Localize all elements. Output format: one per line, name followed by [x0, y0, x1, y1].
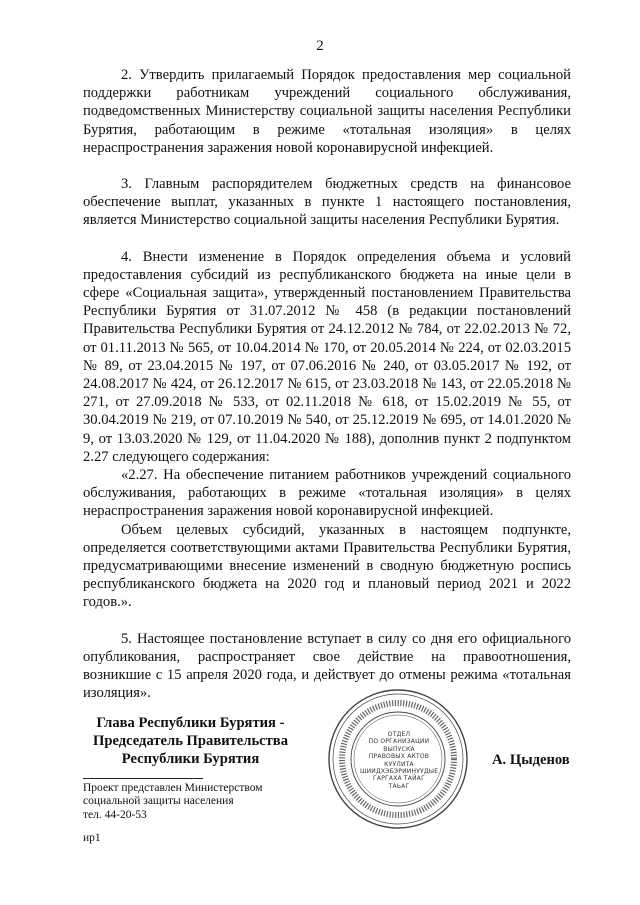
footnote-divider: [83, 778, 203, 779]
signer-title-line: Председатель Правительства: [92, 733, 288, 749]
paragraph-2: 2. Утвердить прилагаемый Порядок предоставления мер социальной поддержки работникам учреждений социального обслуживания, подведомственных Министерству социальной защиты населения Республики Бурятия, работающим в режиме «тотальная изоляция» в целях нераспространения заражения новой коронавирусной инфекцией.: [83, 67, 571, 156]
footnote: [83, 782, 263, 822]
seal-line: КУУЛИТА: [384, 760, 414, 768]
seal-line: ПО ОРГАНИЗАЦИИ: [368, 738, 430, 746]
seal-line: ГАРГАХА ТАЙАГ: [373, 775, 425, 783]
footnote-line: социальной защиты населения: [83, 795, 234, 808]
quote-paragraph-2-27: «2.27. На обеспечение питанием работников учреждений социального обслуживания, работающих в режиме «тотальная изоляция» в целях нераспространения заражения новой коронавирусной инфекцией.: [83, 467, 571, 520]
seal-inner-text: [360, 731, 438, 790]
footnote-line: Проект представлен Министерством: [83, 782, 263, 794]
signer-title: [83, 714, 298, 768]
page-number: 2: [316, 38, 324, 54]
paragraph-4: 4. Внести изменение в Порядок определения объема и условий предоставления субсидий из республиканского бюджета на иные цели в сфере «Социальная защита», утвержденный постановлением Правительства Республики Бурятия от 31.07.2012 № 458 (в редакции постановлений Правительства Республики Бурятия от 24.12.2012 № 784, от 22.02.2013 № 72, от 01.11.2013 № 565, от 10.04.2014 № 170, от 20.05.2014 № 224, от 02.03.2015 № 89, от 23.04.2015 № 197, от 07.06.2016 № 240, от 03.05.2017 № 192, от 24.08.2017 № 424, от 26.12.2017 № 615, от 23.03.2018 № 143, от 22.05.2018 № 271, от 27.09.2018 № 533, от 02.11.2018 № 618, от 15.02.2019 № 55, от 30.04.2019 № 219, от 07.10.2019 № 540, от 25.12.2019 № 695, от 14.01.2020 № 9, от 13.03.2020 № 129, от 11.04.2020 № 188), дополнив пункт 2 подпунктом 2.27 следующего содержания:: [83, 248, 571, 465]
paragraph-3: 3. Главным распорядителем бюджетных средств на финансовое обеспечение выплат, указанных в пункте 1 настоящего постановления, является Министерство социальной защиты населения Республики Бурятия.: [83, 176, 571, 229]
seal-line: ОТДЕЛ: [387, 731, 411, 738]
document-code: ир1: [83, 832, 101, 844]
signer-title-line: Республики Бурятия: [121, 751, 260, 767]
signer-title-line: Глава Республики Бурятия -: [96, 715, 285, 731]
paragraph-5: 5. Настоящее постановление вступает в силу со дня его официального опубликования, распространяет свое действие на правоотношения, возникшие с 15 апреля 2020 года, и действует до отмены режима «тотальная изоляция».: [83, 630, 571, 702]
seal-line: ШИИДХЭБЭРИИНУУДЫЕ: [360, 768, 439, 776]
document-body: [83, 66, 571, 703]
quote-paragraph-subsidies: Объем целевых субсидий, указанных в настоящем подпункте, определяется соответствующими актами Правительства Республики Бурятия, предусматривающими внесение изменений в сводную бюджетную роспись республиканского бюджета на 2020 год и плановый период 2021 и 2022 годов.».: [83, 521, 571, 611]
seal-line: ВЫПУСКА: [383, 745, 415, 753]
seal-line: ПРАВОВЫХ АКТОВ: [368, 753, 430, 761]
seal-line: ТАЬАГ: [388, 782, 410, 790]
footnote-line: тел. 44-20-53: [83, 808, 147, 821]
signer-name: А. Цыденов: [492, 752, 570, 768]
